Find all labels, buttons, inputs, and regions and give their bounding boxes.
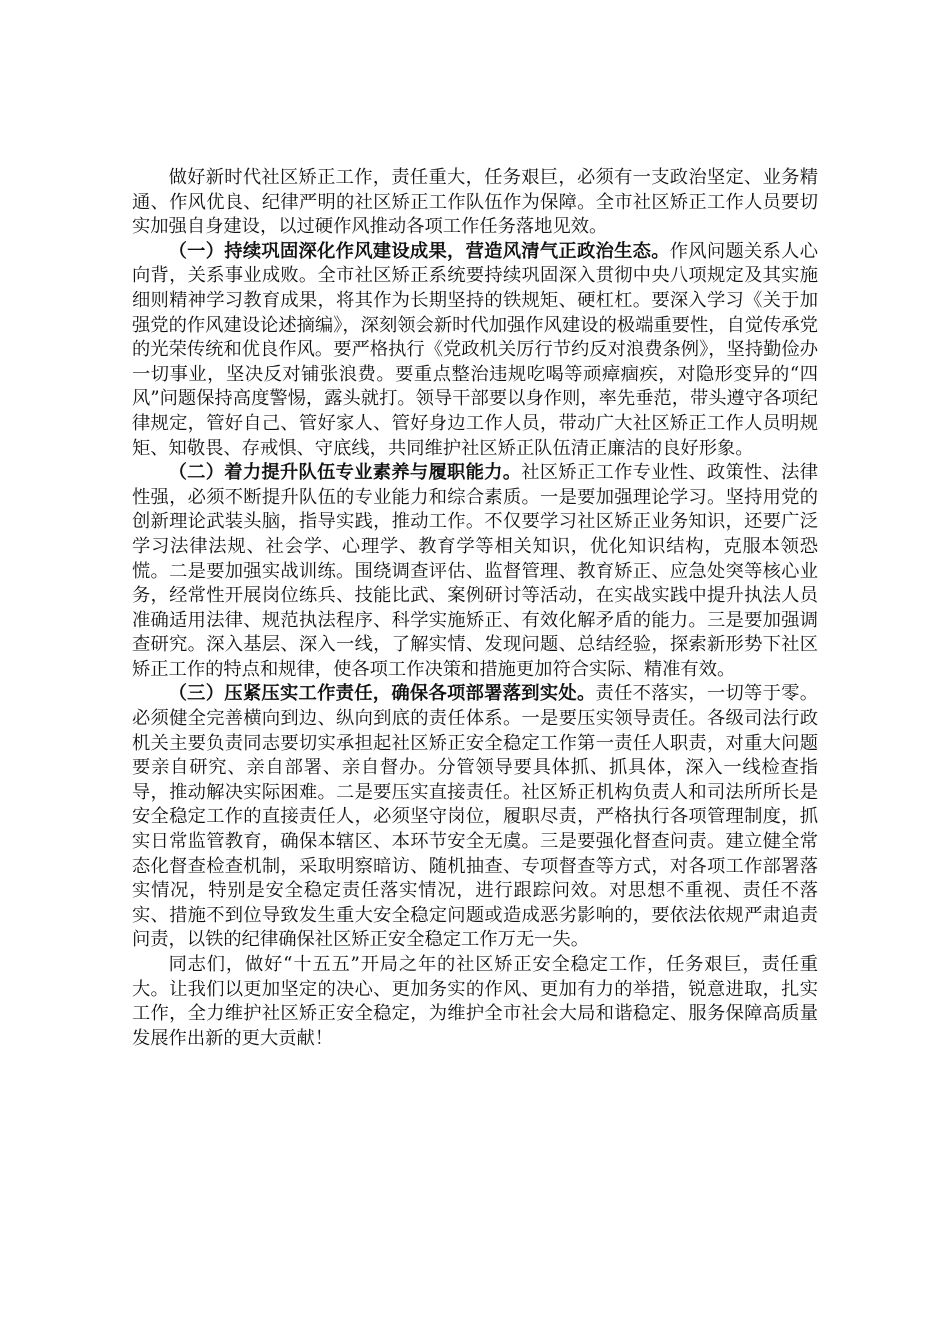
closing-paragraph: 同志们，做好“十五五”开局之年的社区矫正安全稳定工作，任务艰巨，责任重大。让我们以更加坚定的决心、更加务实的作风、更加有力的举措，锐意进取，扎实工作，全力维护社区矫正安全稳定，为维护全市社会大局和谐稳定、服务保障高质量发展作出新的更大贡献！ <box>132 954 818 1049</box>
section-3-body: 责任不落实，一切等于零。必须健全完善横向到边、纵向到底的责任体系。一是要压实领导责任。各级司法行政机关主要负责同志要切实承担起社区矫正安全稳定工作第一责任人职责，对重大问题要亲自研究、亲自部署、亲自督办。分管领导要具体抓、抓具体，深入一线检查指导，推动解决实际困难。二是要压实直接责任。社区矫正机构负责人和司法所所长是安全稳定工作的直接责任人，必须坚守岗位，履职尽责，严格执行各项管理制度，抓实日常监管教育，确保本辖区、本环节安全无虞。三是要强化督查问责。建立健全常态化督查检查机制，采取明察暗访、随机抽查、专项督查等方式，对各项工作部署落实情况，特别是安全稳定责任落实情况，进行跟踪问效。对思想不重视、责任不落实、措施不到位导致发生重大安全稳定问题或造成恶劣影响的，要依法依规严肃追责问责，以铁的纪律确保社区矫正安全稳定工作万无一失。 <box>132 683 818 951</box>
section-3-paragraph <box>132 682 818 953</box>
section-2-paragraph <box>132 461 818 682</box>
section-1-body: 作风问题关系人心向背，关系事业成败。全市社区矫正系统要持续巩固深入贯彻中央八项规定及其实施细则精神学习教育成果，将其作为长期坚持的铁规矩、硬杠杠。要深入学习《关于加强党的作风建设论述摘编》，深刻领会新时代加强作风建设的极端重要性，自觉传承党的光荣传统和优良作风。要严格执行《党政机关厉行节约反对浪费条例》，坚持勤俭办一切事业，坚决反对铺张浪费。要重点整治违规吃喝等顽瘴痼疾，对隐形变异的“四风”问题保持高度警惕，露头就打。领导干部要以身作则，率先垂范，带头遵守各项纪律规定，管好自己、管好家人、管好身边工作人员，带动广大社区矫正工作人员明规矩、知敬畏、存戒惧、守底线，共同维护社区矫正队伍清正廉洁的良好形象。 <box>132 240 818 459</box>
section-1-heading: （一）持续巩固深化作风建设成果，营造风清气正政治生态。 <box>168 240 670 262</box>
intro-paragraph: 做好新时代社区矫正工作，责任重大，任务艰巨，必须有一支政治坚定、业务精通、作风优良、纪律严明的社区矫正工作队伍作为保障。全市社区矫正工作人员要切实加强自身建设，以过硬作风推动各项工作任务落地见效。 <box>132 167 818 238</box>
section-2-body: 社区矫正工作专业性、政策性、法律性强，必须不断提升队伍的专业能力和综合素质。一是要加强理论学习。坚持用党的创新理论武装头脑，指导实践，推动工作。不仅要学习社区矫正业务知识，还要广泛学习法律法规、社会学、心理学、教育学等相关知识，优化知识结构，克服本领恐慌。二是要加强实战训练。围绕调查评估、监督管理、教育矫正、应急处突等核心业务，经常性开展岗位练兵、技能比武、案例研讨等活动，在实战实践中提升执法人员准确适用法律、规范执法程序、科学实施矫正、有效化解矛盾的能力。三是要加强调查研究。深入基层、深入一线，了解实情、发现问题、总结经验，探索新形势下社区矫正工作的特点和规律，使各项工作决策和措施更加符合实际、精准有效。 <box>132 462 818 680</box>
document-page <box>132 166 818 1051</box>
section-1-paragraph <box>132 240 818 461</box>
section-2-heading: （二）着力提升队伍专业素养与履职能力。 <box>168 462 522 484</box>
section-3-heading: （三）压紧压实工作责任，确保各项部署落到实处。 <box>168 683 596 705</box>
